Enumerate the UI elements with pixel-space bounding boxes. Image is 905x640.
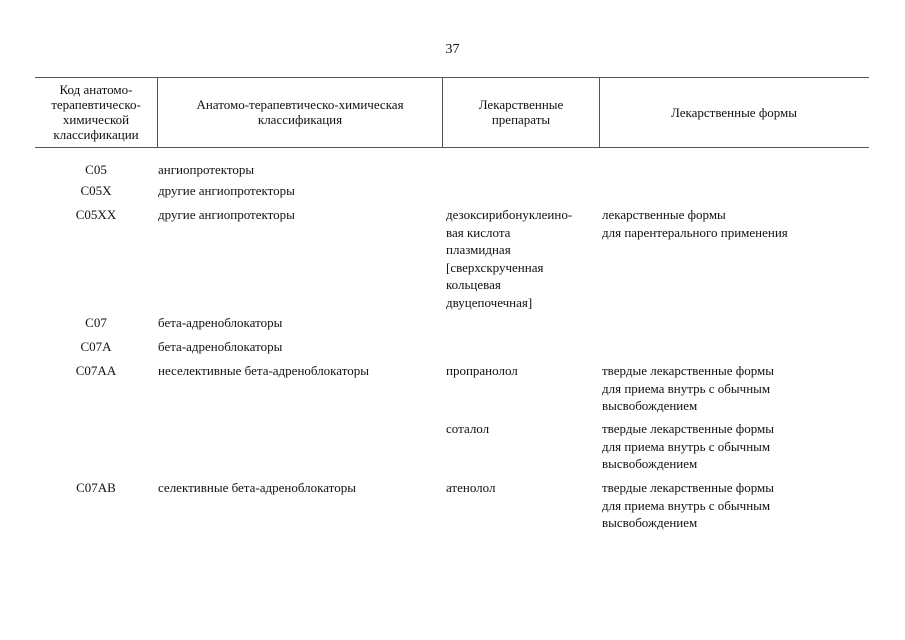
header-drugs: Лекарственные препараты (478, 97, 564, 127)
row-code: C05XX (75, 207, 117, 222)
row-classification: селективные бета-адреноблокаторы (158, 480, 356, 495)
row-form: лекарственные формы для парентерального применения (602, 207, 788, 240)
row-code: C05 (85, 162, 107, 177)
row-form: твердые лекарственные формы для приема внутрь с обычным высвобождением (602, 421, 774, 471)
row-classification: бета-адреноблокаторы (158, 339, 283, 354)
row-form: твердые лекарственные формы для приема внутрь с обычным высвобождением (602, 480, 774, 530)
row-classification: другие ангиопротекторы (158, 183, 295, 198)
row-drug: дезоксирибонуклеино- вая кислота плазмидная [сверхскрученная кольцевая двуцепочечная] (446, 207, 573, 310)
row-code: C07AB (76, 480, 116, 495)
row-classification: ангиопротекторы (158, 162, 255, 177)
row-code: C07AA (75, 363, 117, 378)
page-number: 37 (445, 42, 460, 57)
row-drug: атенолол (446, 480, 496, 495)
row-classification: другие ангиопротекторы (158, 207, 295, 222)
table-header-border (35, 147, 869, 148)
row-code: C05X (80, 183, 112, 198)
row-code: C07A (80, 339, 112, 354)
row-drug: соталол (446, 421, 490, 436)
header-code: Код анатомо- терапевтическо- химической классификации (51, 82, 141, 142)
row-code: C07 (85, 315, 107, 330)
header-classification: Анатомо-терапевтическо-химическая классификация (196, 97, 404, 127)
header-forms: Лекарственные формы (670, 104, 798, 120)
row-classification: бета-адреноблокаторы (158, 315, 283, 330)
row-drug: пропранолол (446, 363, 518, 378)
row-classification: неселективные бета-адреноблокаторы (158, 363, 369, 378)
row-form: твердые лекарственные формы для приема внутрь с обычным высвобождением (602, 363, 774, 413)
